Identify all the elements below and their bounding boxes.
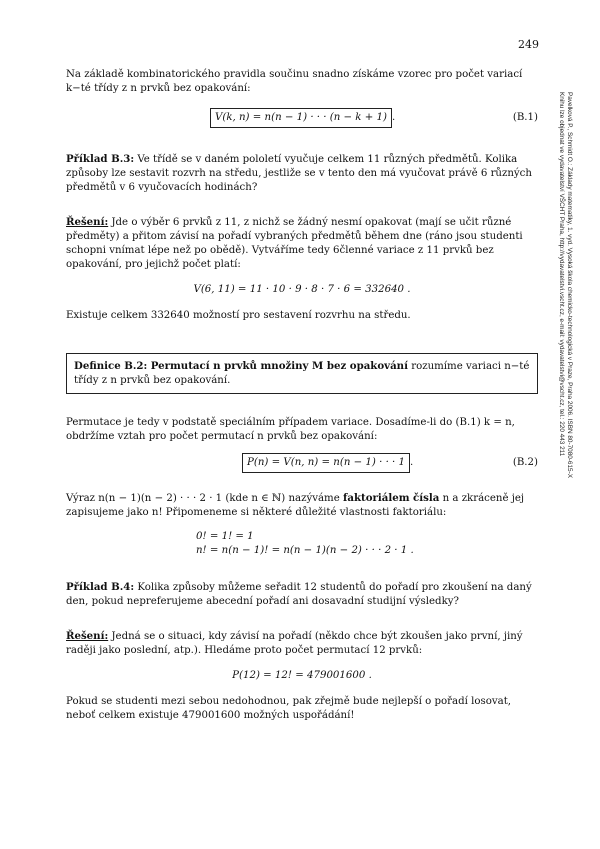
side-note-line-2: Knihu lze objednat ve vydavatelství VŠCHT Praha, http://vydavatelstvi.vscht.cz, e-mail: vydavatelstvi@vscht.cz, tel.: 220 443 211 — [558, 92, 565, 457]
equation-b1-number: (B.1) — [512, 112, 538, 123]
factorial-property-1: 0! = 1! = 1 — [196, 531, 254, 542]
side-note — [556, 92, 573, 632]
factorial-term: faktoriálem čísla — [342, 492, 440, 504]
solution-b4-text: Jedná se o situaci, kdy závisí na pořadí (někdo chce být zkoušen jako první, jiný raději jako poslední, atp.). Hledáme proto počet permutací 12 prvků: — [66, 631, 523, 656]
factorial-property-2: n! = n(n − 1)! = n(n − 1)(n − 2) · · · 2 · 1 . — [196, 545, 414, 556]
solution-b4-conclusion: Pokud se studenti mezi sebou nedohodnou, pak zřejmě bude nejlepší o pořadí losovat, neboť celkem existuje 479001600 možných uspořádání! — [66, 696, 512, 721]
example-b3-text: Ve třídě se v daném pololetí vyučuje celkem 11 různých předmětů. Kolika způsoby lze sestavit rozvrh na středu, jestliže se v tento den má vyučovat právě 6 různých předmětů v 6 vyučovacích hodinách? — [66, 154, 532, 193]
equation-b1-formula: V(k, n) = n(n − 1) · · · (n − k + 1) — [210, 108, 392, 128]
solution-b3-formula: V(6, 11) = 11 · 10 · 9 · 8 · 7 · 6 = 332640 . — [193, 284, 411, 295]
solution-b3 — [66, 215, 538, 272]
factorial-text-before: Výraz n(n − 1)(n − 2) · · · 2 · 1 (kde n ∈ ℕ) nazýváme — [66, 493, 340, 504]
page-number: 249 — [518, 38, 539, 51]
solution-b4 — [66, 629, 538, 658]
equation-b2-number: (B.2) — [512, 457, 538, 468]
example-b4 — [66, 580, 538, 609]
equation-b2 — [66, 453, 538, 477]
solution-b4-heading: Řešení: — [66, 630, 109, 642]
definition-b2-text: rozumíme variaci n−té třídy z n prvků bez opakování. — [74, 361, 530, 386]
page-content — [66, 68, 538, 723]
equation-b1 — [66, 108, 538, 132]
intro-paragraph: Na základě kombinatorického pravidla součinu snadno získáme vzorec pro počet variací k−té třídy z n prvků bez opakování: — [66, 69, 523, 94]
solution-b3-heading: Řešení: — [66, 216, 109, 228]
factorial-text-after: n a zkráceně jej zapisujeme jako n! Připomeneme si některé důležité vlastnosti faktoriálu: — [66, 493, 525, 518]
factorial-paragraph — [66, 491, 538, 520]
equation-b2-trail: . — [410, 457, 414, 468]
definition-b2-heading: Definice B.2: Permutací n prvků množiny M bez opakování — [74, 360, 408, 372]
definition-b2 — [66, 353, 538, 394]
example-b4-heading: Příklad B.4: — [66, 581, 135, 593]
solution-b3-text: Jde o výběr 6 prvků z 11, z nichž se žádný nesmí opakovat (mají se učit různé předměty) a přitom závisí na pořadí vybraných předmětů během dne (ráno jsou studenti schopni vnímat lépe než po obědě). Vytváříme tedy 6členné variace z 11 prvků bez opakování, pro jejichž počet platí: — [66, 217, 523, 270]
example-b3 — [66, 152, 538, 195]
equation-b1-trail: . — [392, 112, 396, 123]
permutation-intro: Permutace je tedy v podstatě speciálním případem variace. Dosadíme-li do (B.1) k = n, obdržíme vztah pro počet permutací n prvků bez opakování: — [66, 417, 515, 442]
solution-b4-formula: P(12) = 12! = 479001600 . — [232, 670, 372, 681]
equation-b2-formula: P(n) = V(n, n) = n(n − 1) · · · 1 — [242, 453, 410, 473]
side-note-line-1: Pavelková P., Schmidt O.: Základy matematiky, 1. vyd. Vysoká škola chemicko-technologická v Praze, Praha 2006. ISBN 80-7080-615-X — [566, 92, 573, 478]
solution-b3-conclusion: Existuje celkem 332640 možností pro sestavení rozvrhu na středu. — [66, 310, 411, 321]
example-b3-heading: Příklad B.3: — [66, 153, 135, 165]
side-note-text — [557, 92, 573, 632]
example-b4-text: Kolika způsoby můžeme seřadit 12 studentů do pořadí pro zkoušení na daný den, pokud nepreferujeme abecední pořadí ani dosavadní studijní výsledky? — [66, 582, 532, 607]
factorial-properties — [196, 530, 538, 558]
